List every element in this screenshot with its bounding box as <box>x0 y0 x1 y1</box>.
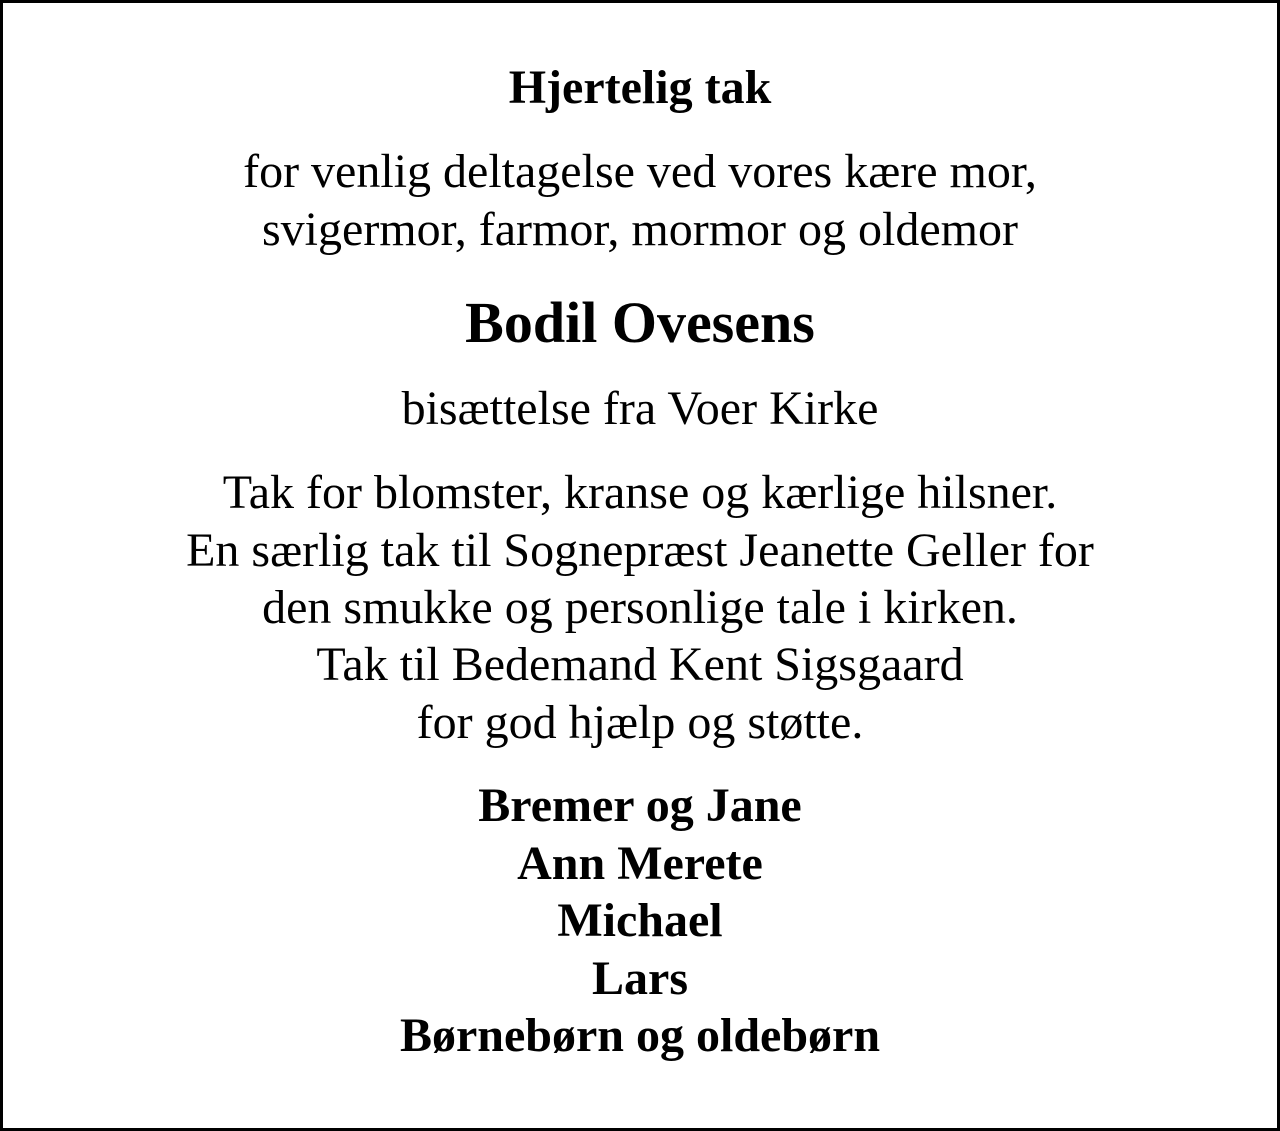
intro-line: svigermor, farmor, mormor og oldemor <box>262 203 1018 256</box>
notice-heading: Hjertelig tak <box>508 61 772 114</box>
signature-line: Bremer og Jane <box>478 779 802 832</box>
message-line: den smukke og personlige tale i kirken. <box>262 581 1018 634</box>
signature-line: Ann Merete <box>517 837 763 890</box>
message-line: for god hjælp og støtte. <box>416 696 864 749</box>
signature-line: Michael <box>557 894 723 947</box>
deceased-name: Bodil Ovesens <box>465 290 815 355</box>
signature-line: Børnebørn og oldebørn <box>399 1009 881 1062</box>
intro-line: for venlig deltagelse ved vores kære mor, <box>243 145 1037 198</box>
message-line: Tak til Bedemand Kent Sigsgaard <box>316 638 964 691</box>
message-line: Tak for blomster, kranse og kærlige hilsner. <box>222 466 1058 519</box>
signature-line: Lars <box>592 952 688 1005</box>
service-line: bisættelse fra Voer Kirke <box>401 382 879 435</box>
message-line: En særlig tak til Sognepræst Jeanette Geller for <box>186 524 1094 577</box>
